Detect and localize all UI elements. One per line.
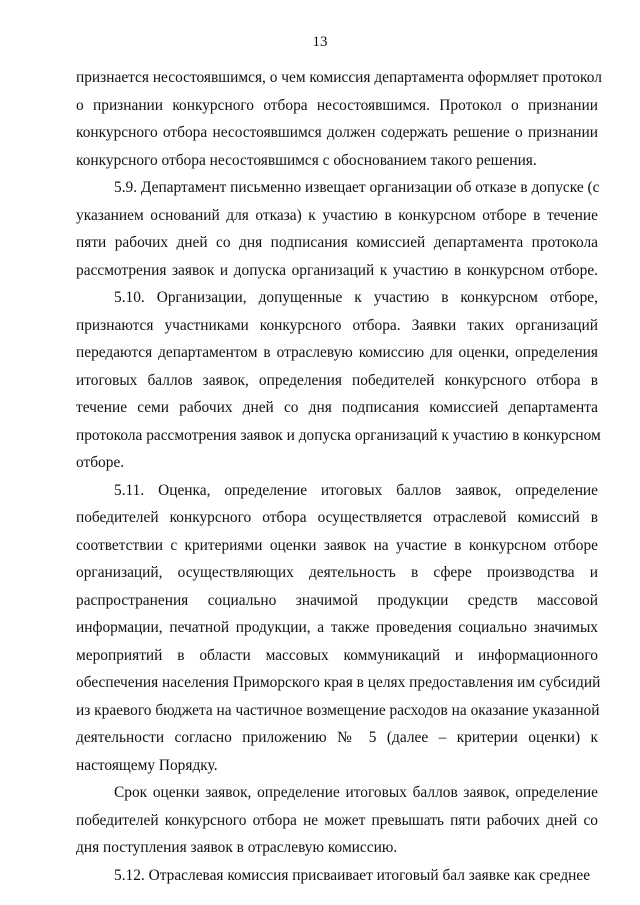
text-line: отборе. [76,454,125,471]
text-line: победителей конкурсного отбора не может превышать пяти рабочих дней со [76,811,598,829]
body-text [76,64,602,889]
text-line: организаций, осуществляющих деятельность в сфере производства и [76,564,598,581]
paragraph-5-9-start: 5.9. Департамент письменно извещает организации об отказе в допуске (с [114,179,600,196]
text-line: настоящему Порядку. [76,756,218,774]
text-line: рассмотрения заявок и допуска организаций к участию в конкурсном отборе. [76,261,598,279]
text-line: передаются департаментом в отраслевую комиссию для оценки, определения [76,344,598,361]
text-line: распространения социально значимой продукции средств массовой [76,591,598,609]
paragraph-5-10-start: 5.10. Организации, допущенные к участию в конкурсном отборе, [114,289,598,306]
text-line: обеспечения населения Приморского края в целях предоставления им субсидий [76,674,601,691]
text-line: дня поступления заявок в отраслевую комиссию. [76,839,398,856]
page-number: 13 [312,34,328,50]
text-line: информации, печатной продукции, а также проведения социально значимых [76,619,598,636]
text-line: пяти рабочих дней со дня подписания комиссией департамента протокола [76,234,598,251]
text-line: протокола рассмотрения заявок и допуска организаций к участию в конкурсном [76,426,601,444]
paragraph-5-12-start: 5.12. Отраслевая комиссия присваивает итоговый бал заявке как среднее [114,866,591,884]
text-line: о признании конкурсного отбора несостоявшимся. Протокол о признании [76,96,598,114]
text-line: итоговых баллов заявок, определения победителей конкурсного отбора в [76,371,598,389]
text-line: указанием оснований для отказа) к участию в конкурсном отборе в течение [76,206,598,224]
text-line: признается несостоявшимся, о чем комиссия департамента оформляет протокол [76,69,602,86]
text-line: из краевого бюджета на частичное возмещение расходов на оказание указанной [76,701,600,719]
text-line: соответствии с критериями оценки заявок на участие в конкурсном отборе [76,536,598,554]
text-line: победителей конкурсного отбора осуществляется отраслевой комиссий в [76,509,598,526]
text-line: конкурсного отбора несостоявшимся должен содержать решение о признании [76,124,598,141]
text-line: признаются участниками конкурсного отбора. Заявки таких организаций [76,316,598,334]
text-line: конкурсного отбора несостоявшимся с обоснованием такого решения. [76,151,537,169]
text-line: течение семи рабочих дней со дня подписания комиссией департамента [76,399,598,416]
text-line: деятельности согласно приложению № 5 (далее – критерии оценки) к [76,729,598,746]
text-line: мероприятий в области массовых коммуникаций и информационного [76,646,598,664]
paragraph-5-11-start: 5.11. Оценка, определение итоговых баллов заявок, определение [114,481,598,499]
paragraph-deadline-start: Срок оценки заявок, определение итоговых баллов заявок, определение [114,784,598,801]
